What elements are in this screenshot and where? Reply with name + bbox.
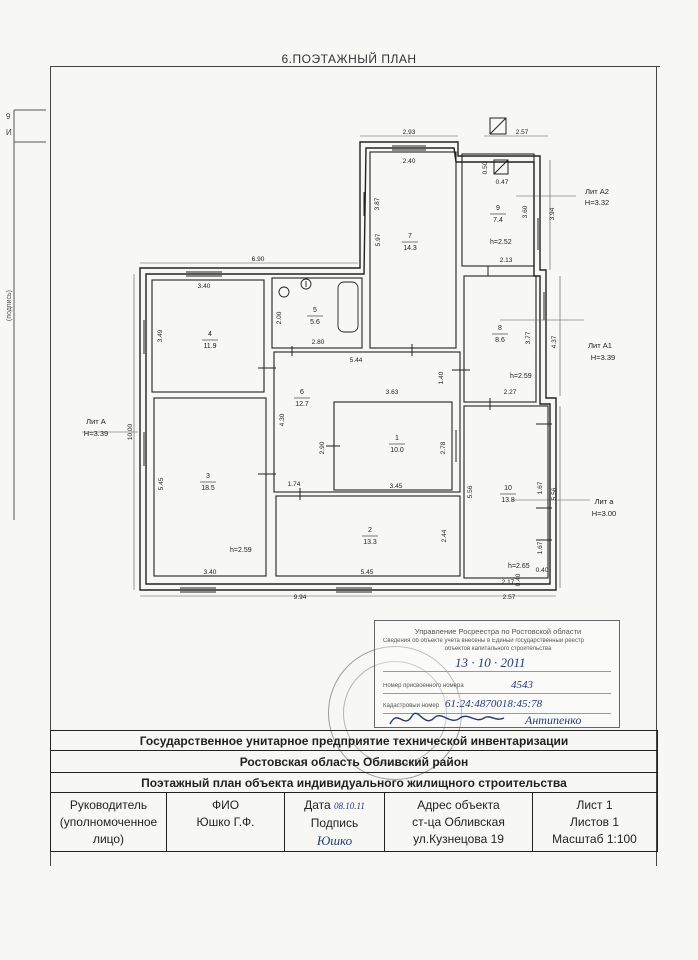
dimension-text: 5.45: [158, 477, 165, 491]
room-area: 13.3: [363, 539, 377, 546]
cell-text: ул.Кузнецова 19: [413, 832, 504, 846]
liter-name: Лит А: [86, 417, 106, 426]
dimension-text: 5.44: [349, 357, 363, 364]
liter-height: H=3.39: [590, 353, 616, 362]
dimension-text: 1.74: [287, 481, 301, 488]
dimension-text: 6.90: [251, 256, 265, 263]
dimension-lines: [82, 136, 590, 596]
dimension-text: 3.77: [525, 331, 532, 345]
dimension-text: 5.45: [360, 569, 374, 576]
dimension-text: 3.49: [157, 329, 164, 343]
dimension-text: 2.78: [440, 441, 447, 455]
cell-sheet: [533, 793, 656, 851]
interior-walls: [152, 152, 548, 578]
dimension-text: 1.40: [438, 371, 445, 385]
room-area: 14.3: [403, 245, 417, 252]
room-number: 8: [498, 325, 502, 332]
room-number: 5: [313, 307, 317, 314]
dimension-text: 3.45: [389, 483, 403, 490]
cell-head: [51, 793, 167, 851]
height-label: h=2.59: [230, 547, 252, 554]
room-area: 7.4: [493, 217, 503, 224]
dimension-text: 2.44: [441, 529, 448, 543]
cell-text: Листов 1: [570, 815, 619, 829]
room-area: 12.7: [295, 401, 309, 408]
height-label: h=2.52: [490, 239, 512, 246]
liter-height: H=3.32: [584, 198, 610, 207]
signature-handwritten: Юшко: [316, 833, 353, 848]
margin-mark: 9: [6, 112, 11, 121]
cell-date-signature: [285, 793, 385, 851]
room-number: 3: [206, 473, 210, 480]
cell-text: Лист 1: [576, 798, 613, 812]
dimension-text: 2.40: [402, 158, 416, 165]
height-label: h=2.59: [510, 373, 532, 380]
dimension-text: 0.40: [535, 567, 549, 574]
dimension-text: 3.94: [549, 207, 556, 221]
margin-rules: [14, 110, 46, 520]
dimension-text: 5.56: [551, 487, 558, 501]
cell-text: Адрес объекта: [417, 798, 500, 812]
liter-height: H=3.00: [591, 509, 617, 518]
stamp-reg-number: 4543: [511, 679, 533, 691]
cell-text: Масштаб 1:100: [552, 832, 637, 846]
dimension-text: 9.94: [293, 594, 307, 601]
room-area: 18.5: [201, 485, 215, 492]
page-title: 6.ПОЭТАЖНЫЙ ПЛАН: [281, 52, 417, 66]
stamp-label: Номер присвоенного номера: [383, 683, 464, 689]
stamp-line: Управление Росреестра по Ростовской области: [414, 627, 582, 636]
title-block-document-name: Поэтажный план объекта индивидуального жилищного строительства: [51, 773, 657, 793]
cell-fio: [167, 793, 285, 851]
dimension-text: 1.67: [537, 541, 544, 555]
dimension-text: 0.40: [515, 573, 522, 587]
height-labels: [230, 239, 532, 570]
liter-name: Лит А1: [588, 341, 612, 350]
dimension-text: 2.27: [503, 389, 517, 396]
room-number: 10: [504, 485, 512, 492]
dimension-text: 1.67: [537, 481, 544, 495]
stamp-label: Кадастровый номер: [383, 703, 440, 709]
room-area: 10.0: [390, 447, 404, 454]
room-number: 2: [368, 527, 372, 534]
room-area: 8.6: [495, 337, 505, 344]
cell-text: Юшко Г.Ф.: [196, 815, 255, 829]
dimension-text: 2.00: [276, 311, 283, 325]
dimension-text: 3.40: [197, 283, 211, 290]
liter-name: Лит а: [594, 497, 614, 506]
signature-label: Подпись: [310, 816, 359, 830]
stamp-rule: [383, 671, 611, 672]
dimension-text: 0.50: [482, 161, 489, 175]
cell-text: Руководитель: [69, 798, 148, 812]
margin-vertical-text: (подпись): [6, 290, 13, 322]
title-block-region: Ростовская область Обливский район: [51, 751, 657, 773]
title-block: [50, 730, 658, 852]
dimension-text: 2.57: [502, 594, 516, 601]
stamp-date: 13 · 10 · 2011: [455, 655, 526, 670]
cell-text: ст-ца Обливская: [412, 815, 505, 829]
height-label: h=2.65: [508, 563, 530, 570]
outer-walls: [140, 142, 556, 590]
liter-height: H=3.39: [83, 429, 109, 438]
stamp-rule: [383, 693, 611, 694]
dimension-text: 4.30: [279, 413, 286, 427]
date-label: Дата: [304, 798, 331, 812]
room-number: 4: [208, 331, 212, 338]
dimension-text: 3.40: [203, 569, 217, 576]
dimension-text: 4.37: [551, 335, 558, 349]
room-area: 11.9: [203, 343, 217, 350]
dimension-text: 5.97: [375, 233, 382, 247]
dimension-text: 3.63: [385, 389, 399, 396]
stamp-cadastral-number: 61:24:4870018:45:78: [445, 698, 543, 710]
margin-mark: И: [6, 128, 12, 137]
dimension-text: 3.60: [522, 205, 529, 219]
room-number: 7: [408, 233, 412, 240]
title-block-organization: Государственное унитарное предприятие технической инвентаризации: [51, 731, 657, 751]
dimension-text: 0.47: [495, 179, 509, 186]
date-handwritten: 08.10.11: [334, 801, 365, 811]
stamp-line: объектов капитального строительства: [444, 646, 552, 652]
stamp-line: Сведения об объекте учета внесены в Единый государственный реестр: [383, 638, 584, 644]
windows: [140, 142, 544, 592]
vent-symbol: [490, 118, 508, 174]
cell-address: [385, 793, 533, 851]
dimension-text: 2.93: [402, 129, 416, 136]
dimension-text: 3.87: [374, 197, 381, 211]
room-area: 13.8: [501, 497, 515, 504]
dimension-text: 5.56: [467, 485, 474, 499]
cell-text: лицо): [92, 832, 125, 846]
room-number: 1: [395, 435, 399, 442]
dimension-text: 2.13: [499, 257, 513, 264]
dimension-text: 2.57: [515, 129, 529, 136]
liter-name: Лит А2: [585, 187, 609, 196]
dimension-text: 2.90: [319, 441, 326, 455]
room-number: 9: [496, 205, 500, 212]
cell-text: (уполномоченное: [59, 815, 158, 829]
stamp-signature-name: Антипенко: [525, 713, 582, 727]
dimension-text: 2.17: [501, 579, 515, 586]
room-area: 5.6: [310, 319, 320, 326]
dimension-text: 2.80: [311, 339, 325, 346]
cell-text: ФИО: [211, 798, 240, 812]
room-number: 6: [300, 389, 304, 396]
vertical-dimension-texts: [127, 161, 558, 586]
dimension-text: 10.00: [127, 423, 134, 441]
